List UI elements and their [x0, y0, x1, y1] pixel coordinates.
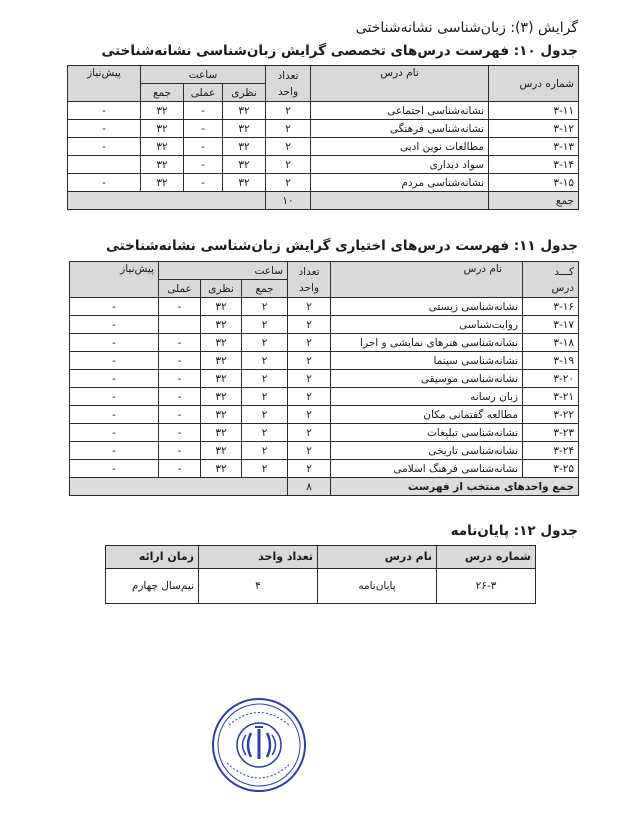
- table-row: [68, 156, 579, 174]
- cell-practical: [159, 316, 201, 334]
- header-units: تعداد واحد: [288, 262, 331, 298]
- table-row: [70, 406, 579, 424]
- cell-course-code: ۳-۲۰: [523, 370, 579, 388]
- cell-practical: -: [184, 138, 223, 156]
- cell-prerequisite: -: [70, 334, 159, 352]
- cell-theory: ۳۲: [223, 102, 266, 120]
- cell-course-name: نشانه‌شناسی مردم: [311, 174, 489, 192]
- table-row: [70, 334, 579, 352]
- table-row: [70, 442, 579, 460]
- cell-course-code: ۳-۲۳: [523, 424, 579, 442]
- header-course-name: نام درس: [331, 262, 523, 298]
- cell-practical: -: [159, 406, 201, 424]
- cell-theory: ۳۲: [201, 298, 242, 316]
- table1-core-courses: [67, 65, 579, 210]
- cell-course-name: نشانه‌شناسی فرهنگی: [311, 120, 489, 138]
- cell-units: ۲: [288, 460, 331, 478]
- cell-prerequisite: -: [70, 298, 159, 316]
- cell-total: ۳۲: [141, 120, 184, 138]
- cell-prerequisite: [68, 156, 141, 174]
- table-row: [70, 370, 579, 388]
- table-row: [68, 102, 579, 120]
- table3-caption: جدول ۱۲: پایان‌نامه: [450, 523, 578, 539]
- header-prerequisite: پیش‌نیاز: [68, 66, 141, 102]
- cell-prerequisite: -: [70, 442, 159, 460]
- header-theory: نظری: [201, 280, 242, 298]
- cell-practical: -: [159, 460, 201, 478]
- cell-total: ۳۲: [141, 102, 184, 120]
- footer-label: جمع واحدهای منتخب از فهرست: [331, 478, 579, 496]
- header-course-name: نام درس: [318, 546, 437, 569]
- cell-units: ۴: [199, 569, 318, 604]
- cell-course-number: ۳-۱۴: [489, 156, 579, 174]
- cell-practical: -: [184, 174, 223, 192]
- header-course-name: نام درس: [311, 66, 489, 102]
- cell-course-code: ۳-۱۷: [523, 316, 579, 334]
- header-total: جمع: [141, 84, 184, 102]
- header-practical: عملی: [159, 280, 201, 298]
- header-practical: عملی: [184, 84, 223, 102]
- cell-course-name: مطالعه گفتمانی مکان: [331, 406, 523, 424]
- table-row: [70, 316, 579, 334]
- cell-practical: -: [159, 424, 201, 442]
- cell-course-code: ۳-۱۸: [523, 334, 579, 352]
- cell-total: ۲: [242, 460, 288, 478]
- cell-units: ۲: [266, 174, 311, 192]
- cell-course-code: ۳-۲۵: [523, 460, 579, 478]
- table3-thesis: [105, 545, 536, 604]
- cell-total: ۲: [242, 352, 288, 370]
- cell-prerequisite: -: [70, 424, 159, 442]
- table2-caption: جدول ۱۱: فهرست درس‌های اختیاری گرایش زبان‌شناسی نشانه‌شناختی: [105, 238, 578, 254]
- cell-prerequisite: -: [70, 352, 159, 370]
- cell-total: ۲: [242, 406, 288, 424]
- cell-total: ۲: [242, 316, 288, 334]
- cell-theory: ۳۲: [201, 352, 242, 370]
- cell-prerequisite: -: [68, 102, 141, 120]
- cell-course-name: نشانه‌شناسی هنرهای نمایشی و اجرا: [331, 334, 523, 352]
- cell-course-number: ۳-۱۱: [489, 102, 579, 120]
- cell-course-name: نشانه‌شناسی تبلیغات: [331, 424, 523, 442]
- cell-practical: -: [159, 388, 201, 406]
- cell-course-name: نشانه‌شناسی سینما: [331, 352, 523, 370]
- header-prerequisite: پیش‌نیاز: [70, 262, 159, 298]
- header-total: جمع: [242, 280, 288, 298]
- table-row: [106, 569, 536, 604]
- cell-course-code: ۳-۲۴: [523, 442, 579, 460]
- cell-units: ۲: [288, 334, 331, 352]
- table-row: [68, 174, 579, 192]
- cell-total: ۲: [242, 370, 288, 388]
- cell-theory: ۳۲: [223, 174, 266, 192]
- cell-theory: ۳۲: [223, 120, 266, 138]
- cell-total: ۲: [242, 388, 288, 406]
- header-hours: ساعت: [159, 262, 288, 280]
- cell-total: ۳۲: [141, 156, 184, 174]
- cell-units: ۲: [288, 298, 331, 316]
- header-offered: زمان ارائه: [106, 546, 199, 569]
- cell-course-code: ۳-۱۶: [523, 298, 579, 316]
- table-row: [68, 138, 579, 156]
- cell-course-name: نشانه‌شناسی موسیقی: [331, 370, 523, 388]
- cell-theory: ۳۲: [201, 406, 242, 424]
- header-units: تعداد واحد: [266, 66, 311, 102]
- table-row: [70, 352, 579, 370]
- cell-theory: ۳۲: [201, 460, 242, 478]
- cell-course-number: ۳-۱۲: [489, 120, 579, 138]
- cell-practical: -: [159, 370, 201, 388]
- cell-practical: -: [159, 352, 201, 370]
- cell-practical: -: [159, 334, 201, 352]
- table2-elective-courses: [69, 261, 579, 496]
- cell-prerequisite: -: [70, 406, 159, 424]
- footer-spacer: [311, 192, 489, 210]
- cell-practical: -: [184, 102, 223, 120]
- header-course-number: شماره درس: [489, 66, 579, 102]
- footer-label: جمع: [489, 192, 579, 210]
- table-row: [70, 388, 579, 406]
- cell-course-number: ۳-۱۵: [489, 174, 579, 192]
- header-course-code: کـــد درس: [523, 262, 579, 298]
- section-title: گرایش (۳): زبان‌شناسی نشانه‌شناختی: [355, 20, 578, 36]
- cell-total: ۳۲: [141, 138, 184, 156]
- cell-course-number: ۳-۱۳: [489, 138, 579, 156]
- cell-theory: ۳۲: [201, 442, 242, 460]
- cell-units: ۲: [266, 120, 311, 138]
- footer-empty: [70, 478, 288, 496]
- footer-empty: [68, 192, 266, 210]
- footer-units-total: ۱۰: [266, 192, 311, 210]
- cell-total: ۲: [242, 442, 288, 460]
- cell-prerequisite: -: [68, 120, 141, 138]
- cell-practical: -: [184, 120, 223, 138]
- cell-units: ۲: [288, 388, 331, 406]
- footer-units-total: ۸: [288, 478, 331, 496]
- cell-units: ۲: [266, 156, 311, 174]
- cell-theory: ۳۲: [201, 370, 242, 388]
- cell-theory: ۳۲: [201, 334, 242, 352]
- cell-prerequisite: -: [70, 460, 159, 478]
- cell-theory: ۳۲: [223, 138, 266, 156]
- cell-prerequisite: -: [70, 370, 159, 388]
- cell-practical: -: [184, 156, 223, 174]
- cell-course-name: زبان رسانه: [331, 388, 523, 406]
- cell-units: ۲: [288, 406, 331, 424]
- cell-practical: -: [159, 442, 201, 460]
- table1-caption: جدول ۱۰: فهرست درس‌های تخصصی گرایش زبان‌شناسی نشانه‌شناختی: [101, 43, 578, 59]
- cell-course-name: پایان‌نامه: [318, 569, 437, 604]
- cell-total: ۲: [242, 424, 288, 442]
- cell-units: ۲: [266, 102, 311, 120]
- cell-theory: ۳۲: [201, 316, 242, 334]
- cell-theory: ۳۲: [201, 388, 242, 406]
- cell-prerequisite: -: [70, 316, 159, 334]
- cell-course-name: سواد دیداری: [311, 156, 489, 174]
- cell-theory: ۳۲: [223, 156, 266, 174]
- cell-course-name: نشانه‌شناسی تاریخی: [331, 442, 523, 460]
- cell-course-name: نشانه‌شناسی زیستی: [331, 298, 523, 316]
- cell-course-name: نشانه‌شناسی فرهنگ اسلامی: [331, 460, 523, 478]
- cell-course-code: ۳-۱۹: [523, 352, 579, 370]
- cell-course-name: روایت‌شناسی: [331, 316, 523, 334]
- cell-course-name: نشانه‌شناسی اجتماعی: [311, 102, 489, 120]
- cell-course-code: ۳-۲۱: [523, 388, 579, 406]
- cell-total: ۲: [242, 298, 288, 316]
- table-row: [70, 298, 579, 316]
- table-row: [68, 120, 579, 138]
- cell-offered: نیم‌سال چهارم: [106, 569, 199, 604]
- cell-units: ۲: [266, 138, 311, 156]
- cell-course-code: ۳-۲۲: [523, 406, 579, 424]
- cell-total: ۳۲: [141, 174, 184, 192]
- header-hours: ساعت: [141, 66, 266, 84]
- cell-course-name: مطالعات نوین ادبی: [311, 138, 489, 156]
- header-course-number: شماره درس: [437, 546, 536, 569]
- cell-units: ۲: [288, 442, 331, 460]
- header-theory: نظری: [223, 84, 266, 102]
- cell-theory: ۳۲: [201, 424, 242, 442]
- cell-course-number: ۲۶-۳: [437, 569, 536, 604]
- cell-practical: -: [159, 298, 201, 316]
- cell-units: ۲: [288, 352, 331, 370]
- cell-units: ۲: [288, 316, 331, 334]
- cell-units: ۲: [288, 370, 331, 388]
- cell-prerequisite: -: [70, 388, 159, 406]
- cell-prerequisite: -: [68, 174, 141, 192]
- header-units: تعداد واحد: [199, 546, 318, 569]
- table-row: [70, 460, 579, 478]
- cell-prerequisite: -: [68, 138, 141, 156]
- official-seal-icon: [209, 695, 309, 795]
- table-row: [70, 424, 579, 442]
- cell-total: ۲: [242, 334, 288, 352]
- cell-units: ۲: [288, 424, 331, 442]
